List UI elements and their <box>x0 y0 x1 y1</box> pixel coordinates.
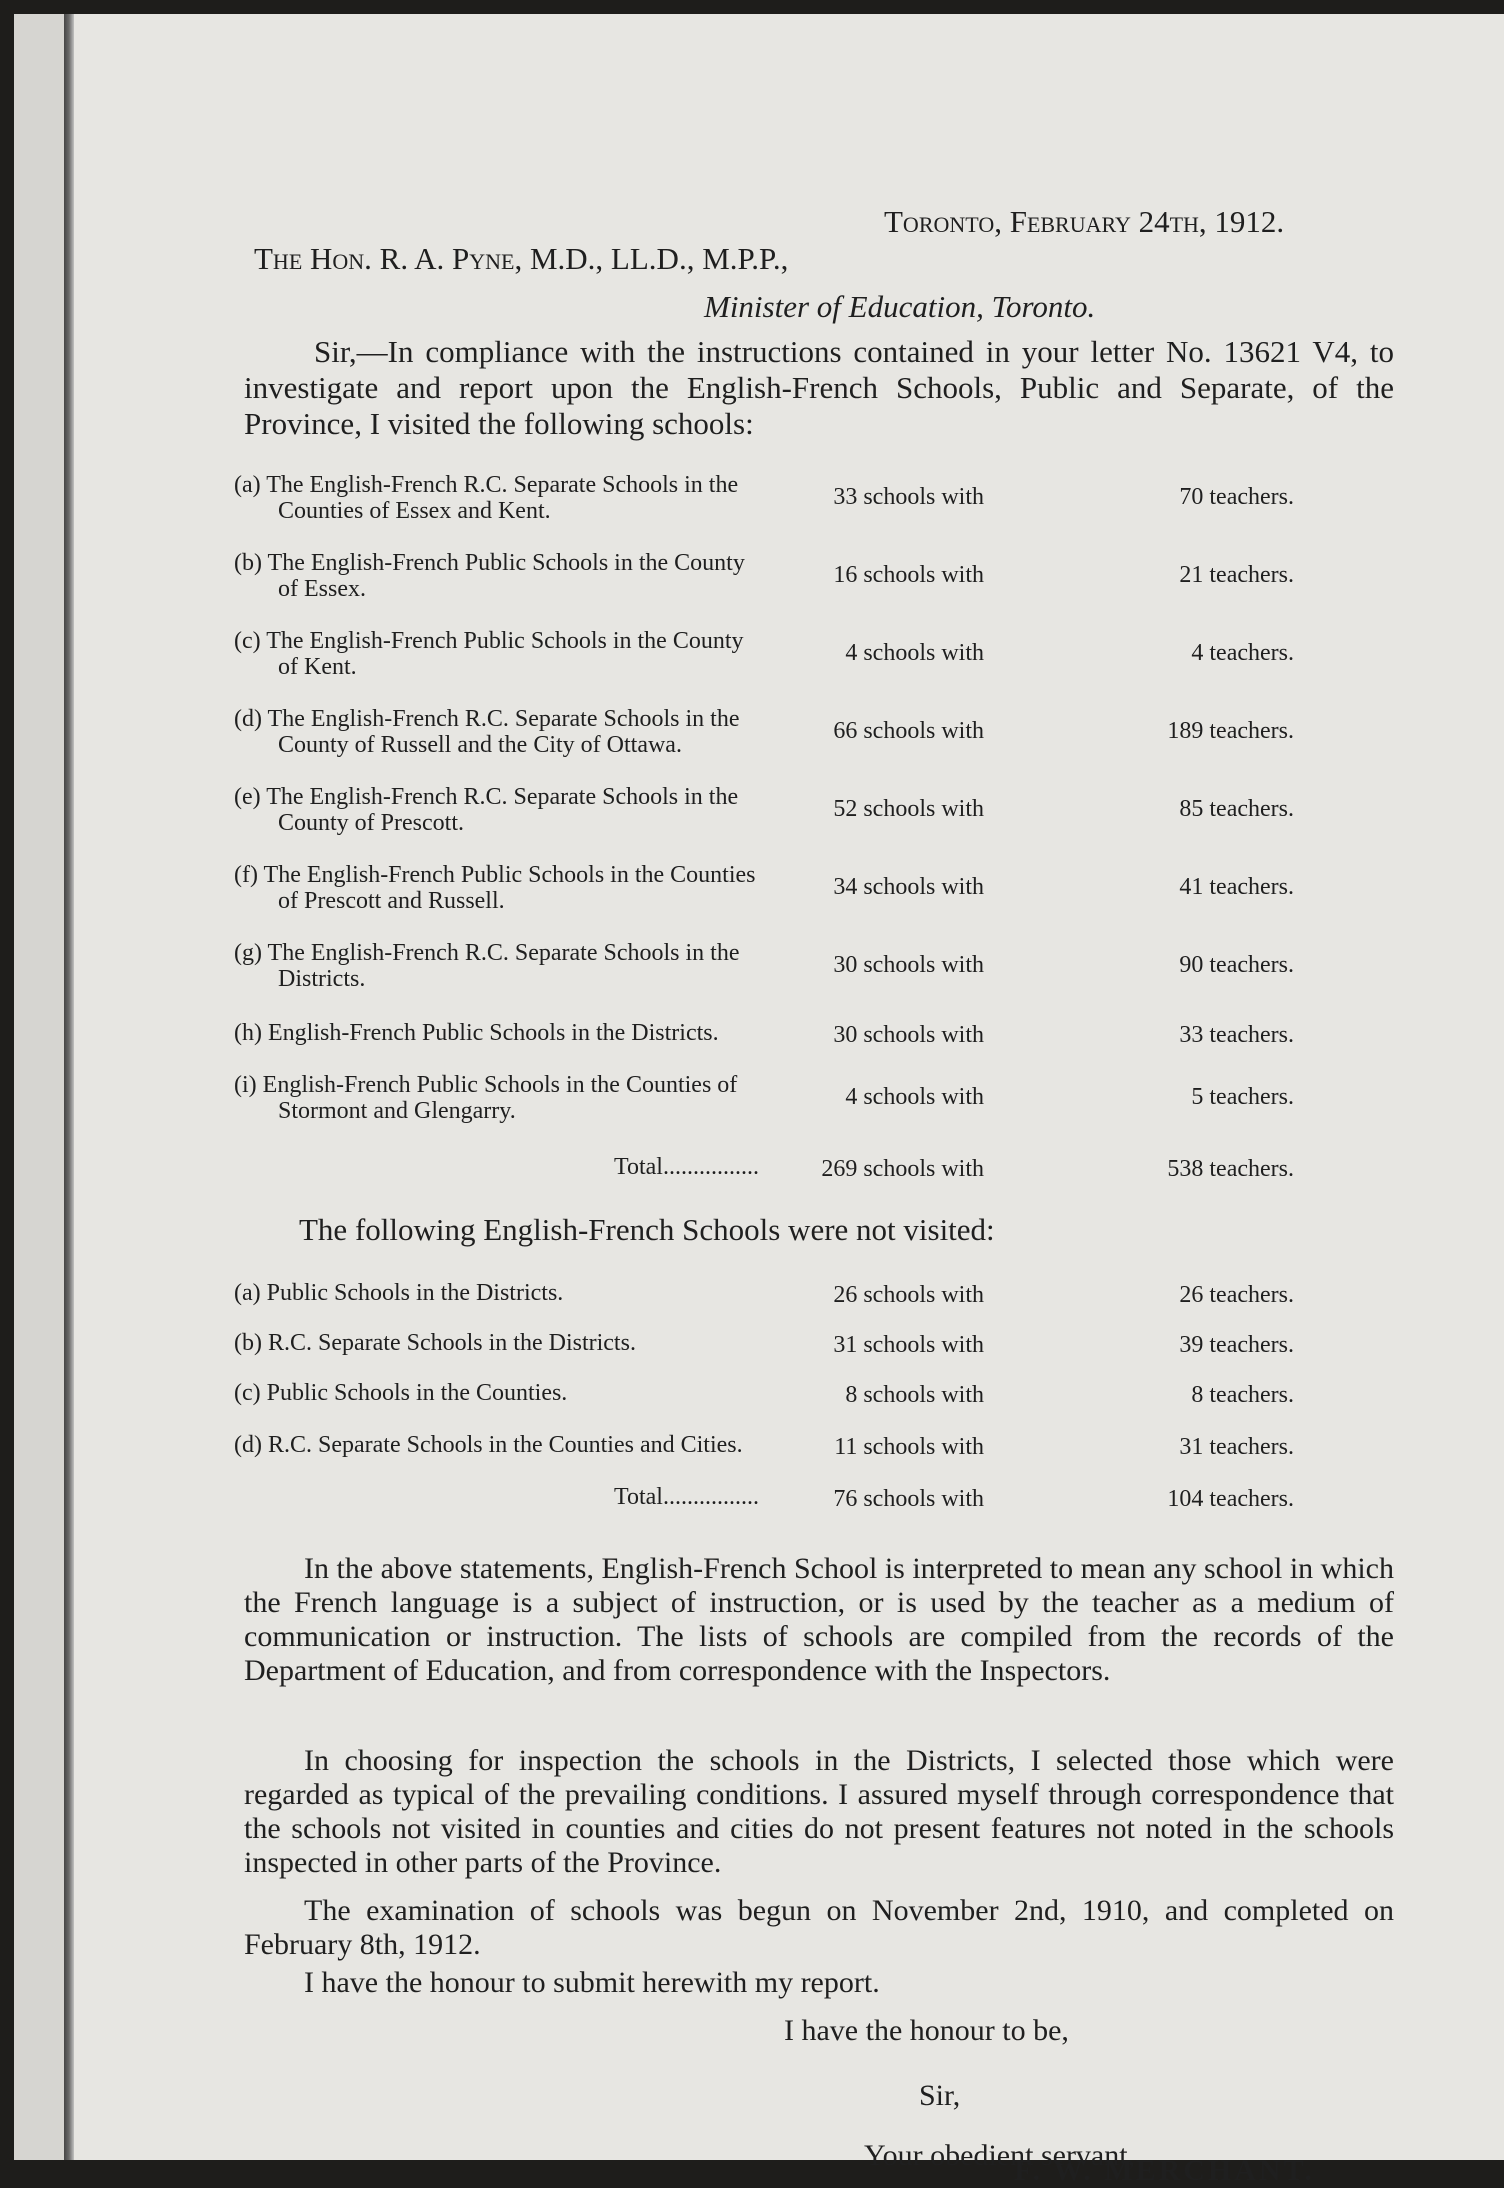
item-label-cont: Counties of Essex and Kent. <box>278 498 551 524</box>
item-teachers: 31 teachers. <box>1179 1434 1294 1460</box>
item-label: (b) The English-French Public Schools in the County <box>234 550 745 576</box>
sign-off: Your obedient servant, <box>864 2139 1136 2172</box>
item-schools: 30 schools with <box>833 1022 984 1048</box>
item-label: (i) English-French Public Schools in the Counties of <box>234 1072 738 1098</box>
item-label: (a) Public Schools in the Districts. <box>234 1280 564 1306</box>
item-schools: 52 schools with <box>833 796 984 822</box>
document-page <box>14 14 1504 2187</box>
item-schools: 4 schools with <box>845 1084 984 1110</box>
signature-name: F. W. MERCHANT. <box>1014 2154 1315 2187</box>
total-label: Total................ <box>614 1484 759 1510</box>
item-label: (c) The English-French Public Schools in the County <box>234 628 744 654</box>
item-teachers: 90 teachers. <box>1179 952 1294 978</box>
paragraph-definition: In the above statements, English-French School is interpreted to mean any school in which the French language is a subject of instruction, or is used by the teacher as a medium of communication or instruction. The lists of schools are compiled from the records of the Department of Education, and from correspondence with the Inspectors. <box>244 1552 1394 1687</box>
item-label: (d) The English-French R.C. Separate Schools in the <box>234 706 740 732</box>
item-teachers: 85 teachers. <box>1179 796 1294 822</box>
total-teachers: 538 teachers. <box>1167 1156 1294 1182</box>
item-teachers: 26 teachers. <box>1179 1282 1294 1308</box>
item-schools: 26 schools with <box>833 1282 984 1308</box>
item-schools: 11 schools with <box>834 1434 984 1460</box>
item-label-cont: Districts. <box>278 966 366 992</box>
item-schools: 4 schools with <box>845 640 984 666</box>
item-teachers: 8 teachers. <box>1191 1382 1294 1408</box>
total-schools: 269 schools with <box>821 1156 984 1182</box>
item-label-cont: County of Russell and the City of Ottawa. <box>278 732 682 758</box>
item-schools: 33 schools with <box>833 484 984 510</box>
not-visited-heading: The following English-French Schools were not visited: <box>299 1212 995 1247</box>
item-schools: 8 schools with <box>845 1382 984 1408</box>
binding-edge <box>64 14 74 2160</box>
salutation: Sir, <box>919 2079 961 2112</box>
item-teachers: 4 teachers. <box>1191 640 1294 666</box>
closing-line: I have the honour to be, <box>784 2014 1069 2047</box>
letter-date: Toronto, February 24th, 1912. <box>884 204 1285 239</box>
item-teachers: 70 teachers. <box>1179 484 1294 510</box>
item-label: (f) The English-French Public Schools in the Counties <box>234 862 756 888</box>
item-schools: 31 schools with <box>833 1332 984 1358</box>
item-teachers: 5 teachers. <box>1191 1084 1294 1110</box>
total-label: Total................ <box>614 1154 759 1180</box>
item-teachers: 39 teachers. <box>1179 1332 1294 1358</box>
item-teachers: 21 teachers. <box>1179 562 1294 588</box>
paragraph-submit: I have the honour to submit herewith my report. <box>304 1966 880 1999</box>
paragraph-selection: In choosing for inspection the schools in the Districts, I selected those which were regarded as typical of the prevailing conditions. I assured myself through correspondence that the schools not visited in counties and cities do not present features not noted in the schools inspected in other parts of the Province. <box>244 1744 1394 1879</box>
item-label: (d) R.C. Separate Schools in the Counties and Cities. <box>234 1432 743 1458</box>
item-teachers: 33 teachers. <box>1179 1022 1294 1048</box>
item-schools: 16 schools with <box>833 562 984 588</box>
item-label: (a) The English-French R.C. Separate Schools in the <box>234 472 739 498</box>
item-label: (g) The English-French R.C. Separate Schools in the <box>234 940 740 966</box>
addressee: The Hon. R. A. Pyne, M.D., LL.D., M.P.P., <box>254 241 789 276</box>
addressee-title: Minister of Education, Toronto. <box>704 289 1096 324</box>
item-label-cont: of Prescott and Russell. <box>278 888 505 914</box>
item-label-cont: Stormont and Glengarry. <box>278 1098 516 1124</box>
total-schools: 76 schools with <box>833 1486 984 1512</box>
item-label-cont: County of Prescott. <box>278 810 464 836</box>
item-schools: 34 schools with <box>833 874 984 900</box>
paragraph-dates: The examination of schools was begun on November 2nd, 1910, and completed on February 8th, 1912. <box>244 1894 1394 1961</box>
item-label-cont: of Kent. <box>278 654 357 680</box>
item-label: (h) English-French Public Schools in the Districts. <box>234 1020 719 1046</box>
item-label: (c) Public Schools in the Counties. <box>234 1380 568 1406</box>
item-schools: 66 schools with <box>833 718 984 744</box>
left-margin <box>14 14 64 2160</box>
item-teachers: 189 teachers. <box>1167 718 1294 744</box>
item-label: (e) The English-French R.C. Separate Schools in the <box>234 784 739 810</box>
item-teachers: 41 teachers. <box>1179 874 1294 900</box>
item-label: (b) R.C. Separate Schools in the Districts. <box>234 1330 636 1356</box>
item-schools: 30 schools with <box>833 952 984 978</box>
total-teachers: 104 teachers. <box>1167 1486 1294 1512</box>
intro-paragraph: Sir,—In compliance with the instructions contained in your letter No. 13621 V4, to investigate and report upon the English-French Schools, Public and Separate, of the Province, I visited the following schools: <box>244 334 1394 441</box>
item-label-cont: of Essex. <box>278 576 366 602</box>
